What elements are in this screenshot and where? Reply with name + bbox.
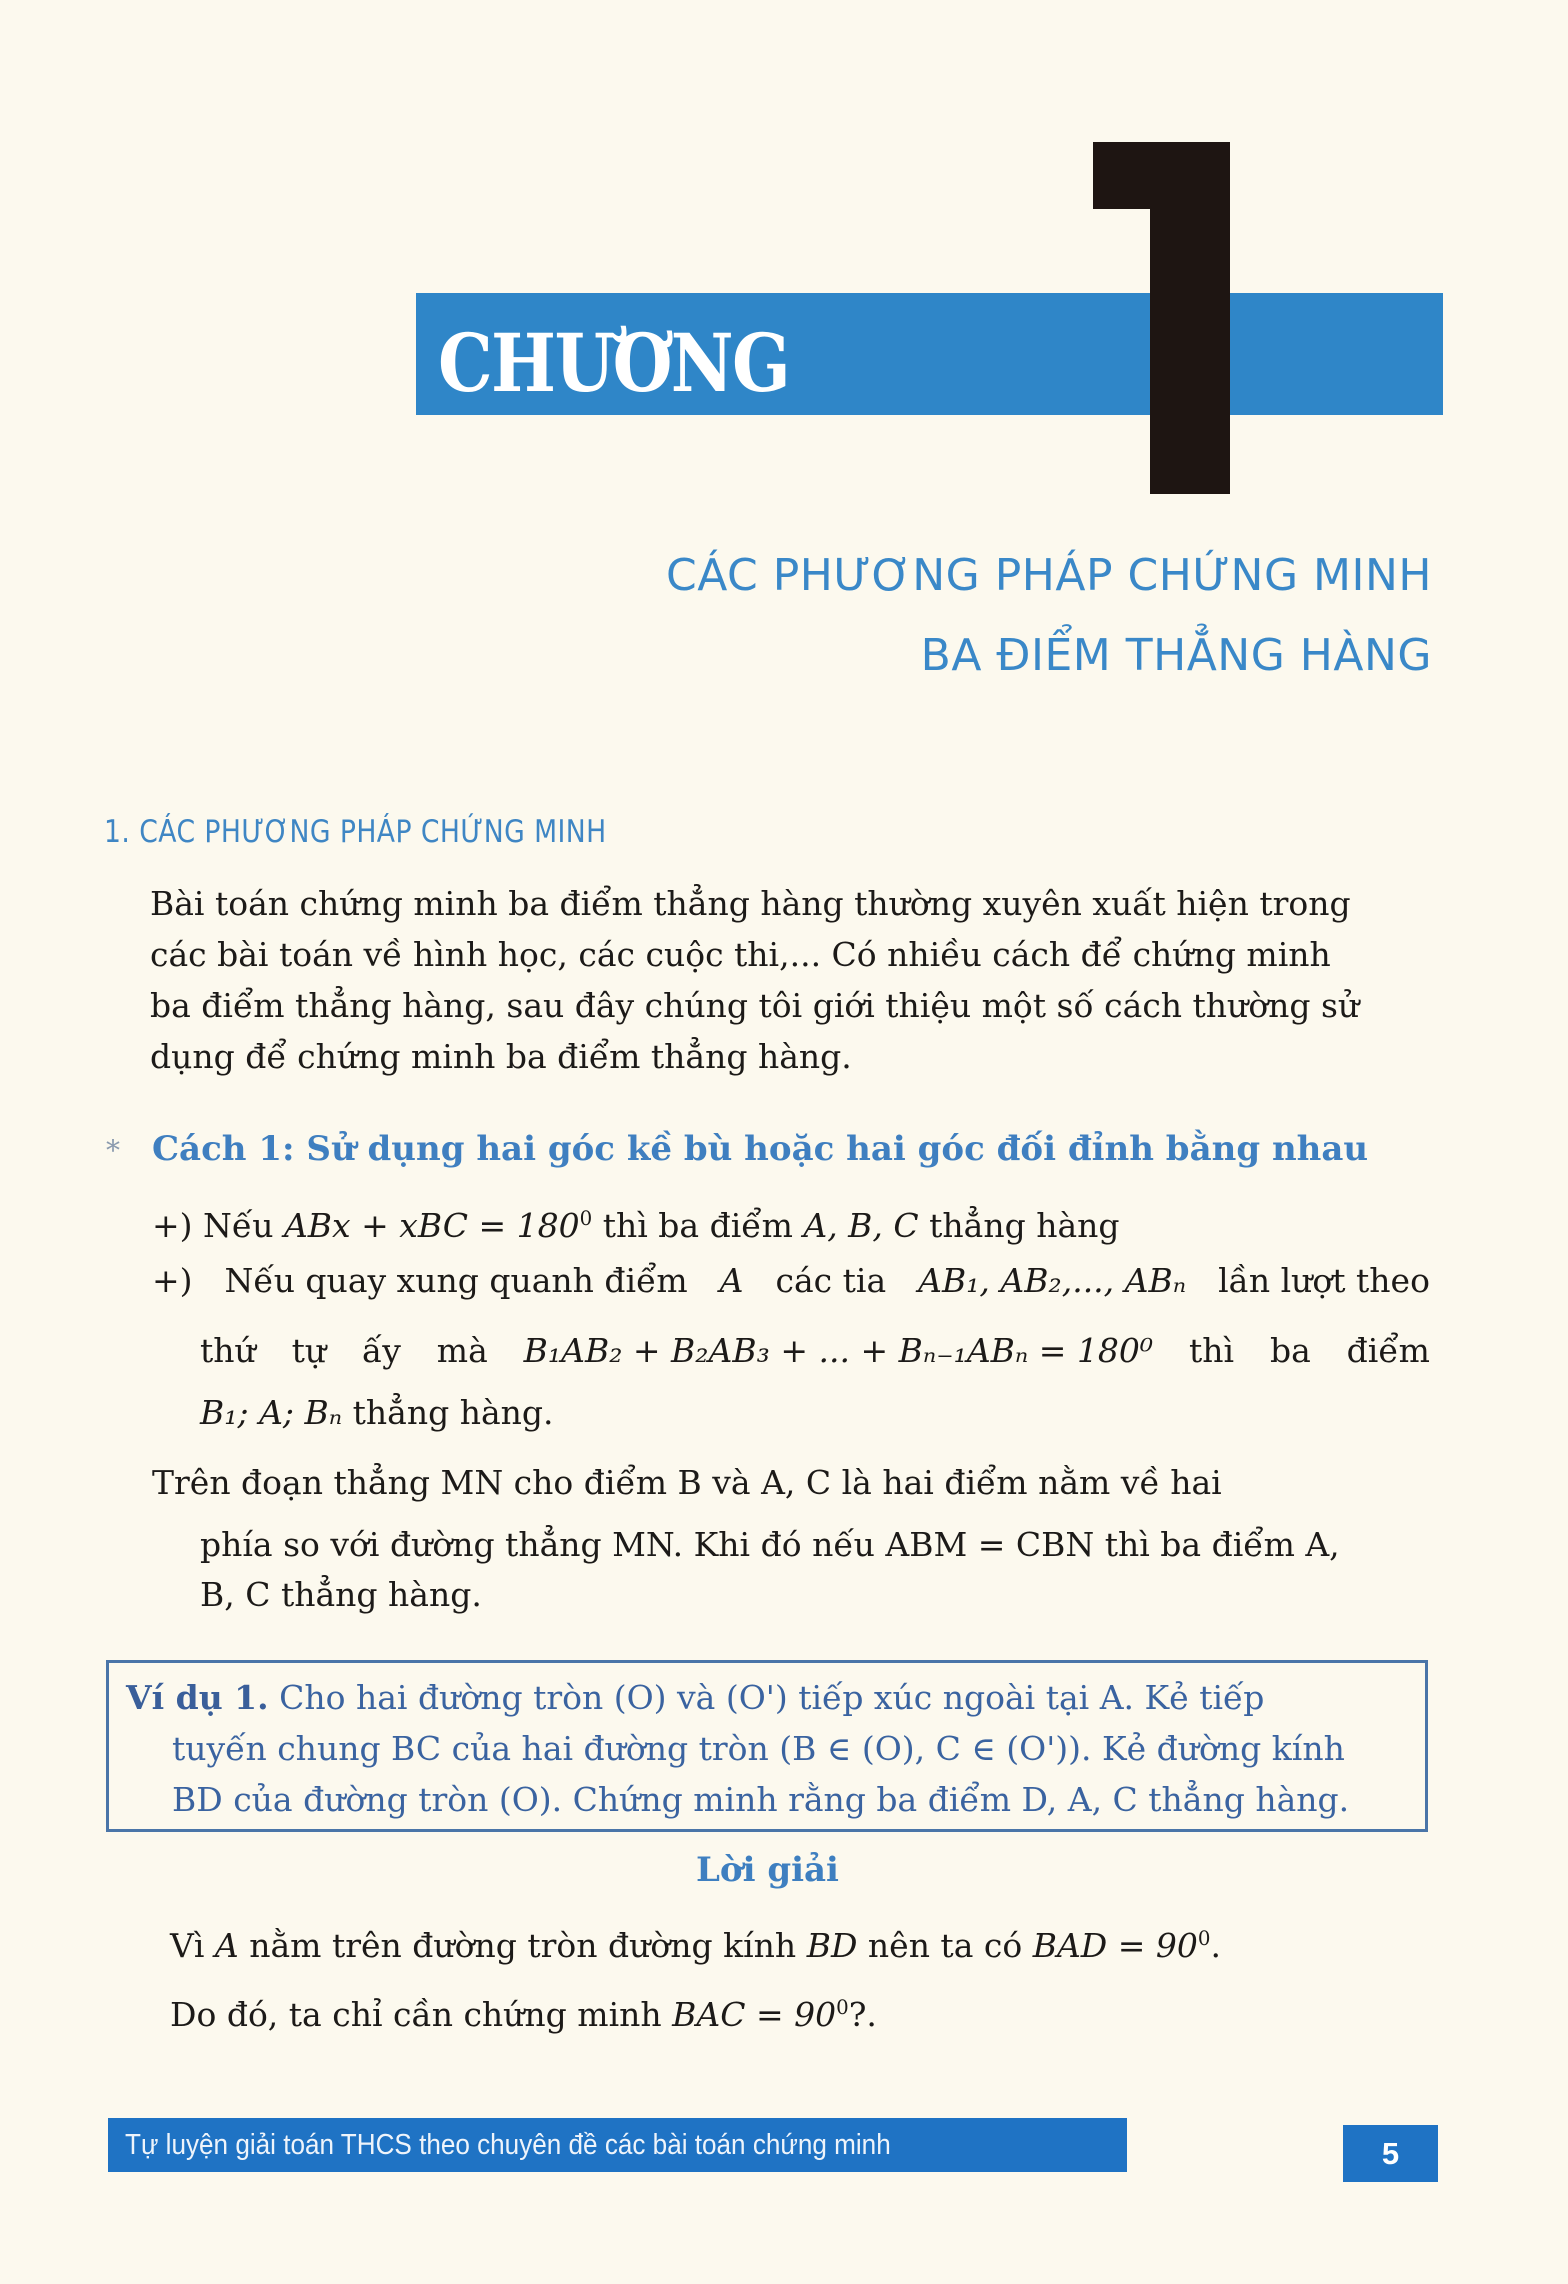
item-math: B₁AB₂ + B₂AB₃ + ... + Bₙ₋₁ABₙ = 180⁰ <box>523 1331 1154 1370</box>
item-text: điểm <box>1346 1331 1430 1370</box>
example-line-text: BD của đường tròn (O). Chứng minh rằng ba điểm D, A, C thẳng hàng. <box>172 1780 1350 1819</box>
item-text: phía so với đường thẳng MN. Khi đó nếu ABM = CBN thì ba điểm A, <box>200 1525 1340 1564</box>
method-item-3-line3 <box>200 1572 482 1618</box>
sol-math: BAC = 90 <box>672 1995 837 2034</box>
item-bullet: +) <box>152 1261 193 1300</box>
sol-text: ?. <box>848 1995 877 2034</box>
item-text: mà <box>436 1331 488 1370</box>
sol-text: nằm trên đường tròn đường kính <box>249 1926 797 1965</box>
example-line <box>126 1723 1416 1774</box>
method-heading <box>106 1126 1368 1174</box>
section-heading: 1. CÁC PHƯƠNG PHÁP CHỨNG MINH <box>104 814 607 850</box>
sol-math: A <box>214 1926 239 1965</box>
item-math: ABx + xBC = 180 <box>283 1206 580 1245</box>
example-label: Ví dụ 1. <box>126 1678 269 1717</box>
example-text <box>126 1672 1416 1825</box>
intro-line <box>150 878 1430 929</box>
intro-line-text: dụng để chứng minh ba điểm thẳng hàng. <box>150 1037 852 1076</box>
intro-line <box>150 1031 1430 1082</box>
book-title: Tự luyện giải toán THCS theo chuyên đề các bài toán chứng minh <box>125 2129 891 2161</box>
item-text: thẳng hàng <box>929 1206 1120 1245</box>
item-text: các tia <box>775 1261 887 1300</box>
item-text: Nếu quay xung quanh điểm <box>224 1261 688 1300</box>
sol-text: Do đó, ta chỉ cần chứng minh <box>170 1995 662 2034</box>
sol-math: BD <box>806 1926 858 1965</box>
method-item-3-line1 <box>152 1460 1430 1506</box>
method-item-3-line2 <box>200 1522 1430 1568</box>
chapter-title-line1: CÁC PHƯƠNG PHÁP CHỨNG MINH <box>665 550 1432 601</box>
item-line <box>152 1258 1430 1304</box>
item-line <box>152 1460 1430 1506</box>
example-line-text: Cho hai đường tròn (O) và (O') tiếp xúc ngoài tại A. Kẻ tiếp <box>279 1678 1265 1717</box>
item-math: B₁; A; Bₙ <box>200 1393 343 1432</box>
sol-math: BAD = 90 <box>1032 1926 1198 1965</box>
example-line <box>126 1672 1416 1723</box>
item-line <box>200 1328 1430 1374</box>
example-line-text: tuyến chung BC của hai đường tròn (B ∈ (O), C ∈ (O')). Kẻ đường kính <box>172 1729 1345 1768</box>
example-line <box>126 1774 1416 1825</box>
item-bullet: +) <box>152 1206 193 1245</box>
intro-line-text: Bài toán chứng minh ba điểm thẳng hàng thường xuyên xuất hiện trong <box>150 884 1351 923</box>
item-text: lần lượt theo <box>1218 1261 1430 1300</box>
item-text: thì ba điểm <box>602 1206 793 1245</box>
chapter-label: CHƯƠNG <box>438 316 790 410</box>
item-text: thì <box>1189 1331 1235 1370</box>
method-item-2-line2 <box>200 1328 1430 1374</box>
chapter-title-line2: BA ĐIỂM THẲNG HÀNG <box>920 630 1432 681</box>
degree-sup: 0 <box>1197 1927 1211 1950</box>
sol-text: Vì <box>170 1926 205 1965</box>
sol-text: . <box>1210 1926 1221 1965</box>
solution-line-2 <box>170 1985 877 2038</box>
item-text: ba <box>1269 1331 1311 1370</box>
method-item-2-line3 <box>200 1390 554 1436</box>
item-math: A <box>719 1261 744 1300</box>
asterisk-icon: * <box>106 1134 120 1167</box>
intro-line-text: ba điểm thẳng hàng, sau đây chúng tôi giới thiệu một số cách thường sử <box>150 986 1360 1025</box>
item-text: B, C thẳng hàng. <box>200 1575 482 1614</box>
item-text: ấy <box>362 1331 401 1370</box>
chapter-number-glyph-stem <box>1150 142 1230 494</box>
solution-line-1 <box>170 1916 1221 1969</box>
item-text: Nếu <box>203 1206 274 1245</box>
item-text: thứ <box>200 1331 256 1370</box>
item-text: thẳng hàng. <box>352 1393 554 1432</box>
item-text: Trên đoạn thẳng MN cho điểm B và A, C là hai điểm nằm về hai <box>152 1463 1222 1502</box>
solution-title: Lời giải <box>696 1850 839 1890</box>
degree-sup: 0 <box>579 1207 593 1230</box>
method-heading-text: Cách 1: Sử dụng hai góc kề bù hoặc hai góc đối đỉnh bằng nhau <box>152 1129 1369 1169</box>
intro-line-text: các bài toán về hình học, các cuộc thi,... Có nhiều cách để chứng minh <box>150 935 1331 974</box>
sol-text: nên ta có <box>867 1926 1023 1965</box>
item-line <box>200 1522 1430 1568</box>
method-item-1 <box>152 1196 1120 1249</box>
page-number: 5 <box>1343 2125 1438 2182</box>
method-item-2-line1 <box>152 1258 1430 1304</box>
intro-line <box>150 980 1430 1031</box>
item-text: tự <box>291 1331 327 1370</box>
intro-paragraph <box>150 878 1430 1082</box>
degree-sup: 0 <box>836 1996 849 2019</box>
item-math: A, B, C <box>803 1206 919 1245</box>
intro-line <box>150 929 1430 980</box>
item-math: AB₁, AB₂,..., ABₙ <box>918 1261 1187 1300</box>
